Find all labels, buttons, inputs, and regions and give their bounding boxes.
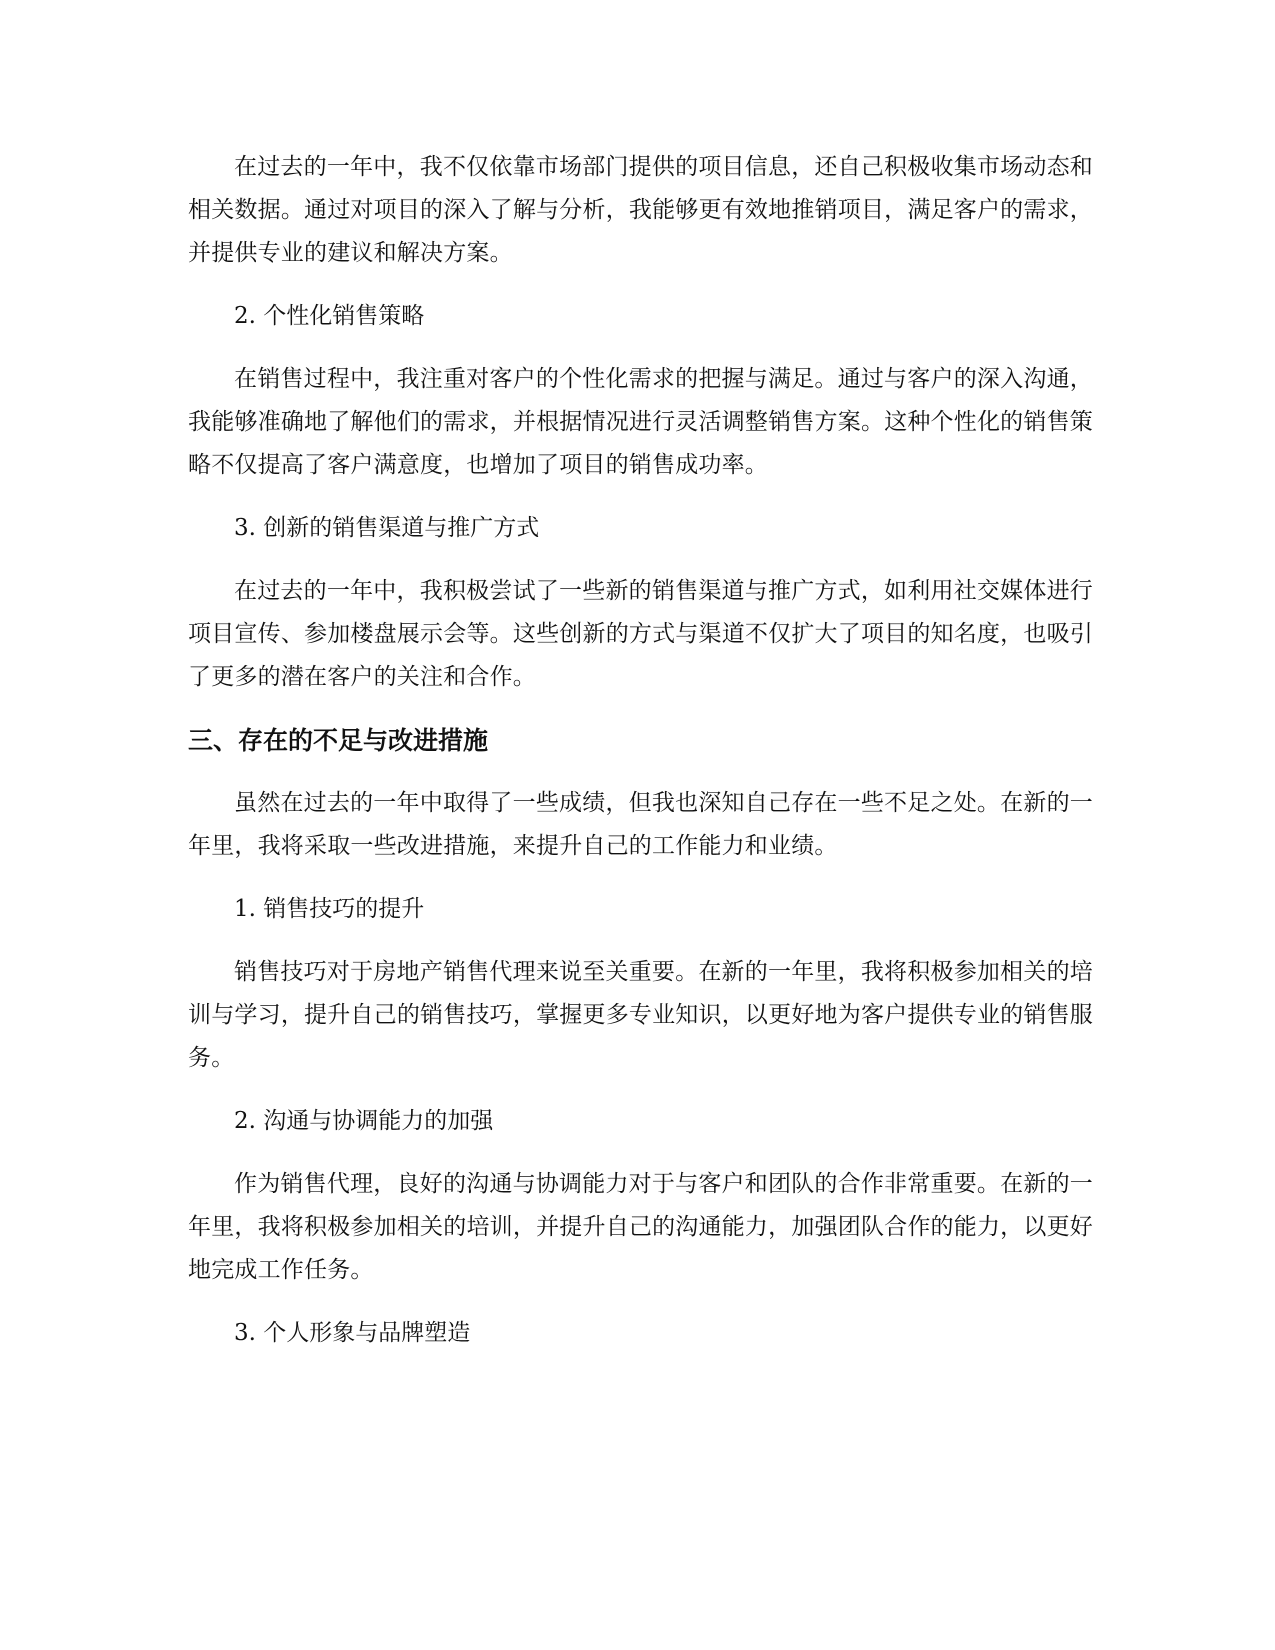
subheading-personal-brand: 3. 个人形象与品牌塑造 xyxy=(234,1320,471,1346)
subheading-sales-skills: 1. 销售技巧的提升 xyxy=(234,896,425,922)
paragraph-shortcomings-intro: 虽然在过去的一年中取得了一些成绩，但我也深知自己存在一些不足之处。在新的一年里，我将采取一些改进措施，来提升自己的工作能力和业绩。 xyxy=(188,790,1093,859)
paragraph-communication: 作为销售代理，良好的沟通与协调能力对于与客户和团队的合作非常重要。在新的一年里，我将积极参加相关的培训，并提升自己的沟通能力，加强团队合作的能力，以更好地完成工作任务。 xyxy=(188,1171,1093,1283)
subheading-personalized-strategy: 2. 个性化销售策略 xyxy=(234,303,425,329)
paragraph-market-research: 在过去的一年中，我不仅依靠市场部门提供的项目信息，还自己积极收集市场动态和相关数据。通过对项目的深入了解与分析，我能够更有效地推销项目，满足客户的需求，并提供专业的建议和解决方案。 xyxy=(188,154,1093,266)
document-body xyxy=(188,146,1093,1375)
section-heading-shortcomings: 三、存在的不足与改进措施 xyxy=(188,726,489,755)
paragraph-sales-skills: 销售技巧对于房地产销售代理来说至关重要。在新的一年里，我将积极参加相关的培训与学习，提升自己的销售技巧，掌握更多专业知识，以更好地为客户提供专业的销售服务。 xyxy=(188,959,1093,1071)
paragraph-innovative-channels: 在过去的一年中，我积极尝试了一些新的销售渠道与推广方式，如利用社交媒体进行项目宣传、参加楼盘展示会等。这些创新的方式与渠道不仅扩大了项目的知名度，也吸引了更多的潜在客户的关注和合作。 xyxy=(188,578,1093,690)
subheading-communication: 2. 沟通与协调能力的加强 xyxy=(234,1108,494,1134)
paragraph-personalized-strategy: 在销售过程中，我注重对客户的个性化需求的把握与满足。通过与客户的深入沟通，我能够准确地了解他们的需求，并根据情况进行灵活调整销售方案。这种个性化的销售策略不仅提高了客户满意度，也增加了项目的销售成功率。 xyxy=(188,366,1093,478)
subheading-innovative-channels: 3. 创新的销售渠道与推广方式 xyxy=(234,515,540,541)
